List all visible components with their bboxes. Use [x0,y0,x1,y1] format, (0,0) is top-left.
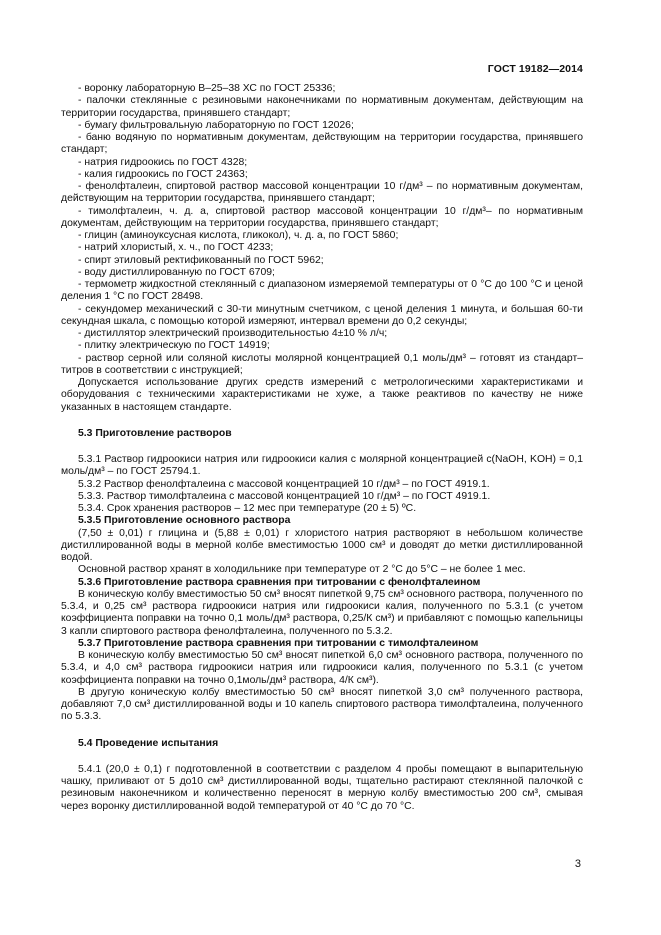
list-item: - раствор серной или соляной кислоты молярной концентрацией 0,1 моль/дм³ – готовят из стандарт–титров в соответствии с инструкцией; [61,352,583,376]
list-item: - калия гидроокись по ГОСТ 24363; [78,168,248,180]
document-header-id: ГОСТ 19182—2014 [487,63,583,75]
list-item: - баню водяную по нормативным документам, действующим на территории государства, принявшего стандарт; [61,132,583,156]
page-number: 3 [574,858,581,870]
list-item: - фенолфталеин, спиртовой раствор массовой концентрации 10 г/дм³ – по нормативным документам, действующим на территории государства, принявшего стандарт; [61,181,583,205]
list-item: - палочки стеклянные с резиновыми наконечниками по нормативным документам, действующим на территории государства, принявшего стандарт; [61,95,583,119]
subheading-5-3-7: 5.3.7 Приготовление раствора сравнения при титровании с тимолфталеином [78,637,479,649]
document-body [61,83,583,813]
list-item: Допускается использование других средств измерений с метрологическими характеристиками и оборудования с техническими характеристиками не хуже, а также реактивов по качеству не ниже указанных в настоящем стандарте. [61,377,583,413]
paragraph-5-4-1: 5.4.1 (20,0 ± 0,1) г подготовленной в соответствии с разделом 4 пробы помещают в выпарительную чашку, приливают от 5 до10 см³ дистиллированной воды, тщательно растирают стеклянной палочкой с резиновым наконечником и количественно переносят в мерную колбу вместимостью 200 см³, смывая через воронку дистиллированной водой температурой от 40 °С до 70 °С. [61,763,583,812]
list-item: - бумагу фильтровальную лабораторную по ГОСТ 12026; [78,119,354,131]
paragraph-5-3-2: 5.3.2 Раствор фенолфталеина с массовой концентрацией 10 г/дм³ – по ГОСТ 4919.1. [78,478,490,490]
subheading-5-3-6: 5.3.6 Приготовление раствора сравнения при титровании с фенолфталеином [78,576,481,588]
paragraph-5-3-1: 5.3.1 Раствор гидроокиси натрия или гидроокиси калия с молярной концентрацией с(NaOH, KOH) = 0,1 моль/дм³ – по ГОСТ 25794.1. [61,454,583,478]
list-item: - термометр жидкостной стеклянный с диапазоном измеряемой температуры от 0 °С до 100 °С и ценой деления 1 °С по ГОСТ 28498. [61,279,583,303]
list-item: - спирт этиловый ректификованный по ГОСТ 5962; [78,254,324,266]
paragraph-5-3-5a: (7,50 ± 0,01) г глицина и (5,88 ± 0,01) г хлористого натрия растворяют в небольшом количестве дистиллированной воды в мерной колбе вместимостью 1000 см³ и доводят до метки дистиллированной водой. [61,527,583,563]
list-item: - плитку электрическую по ГОСТ 14919; [78,340,270,352]
paragraph-5-3-4: 5.3.4. Срок хранения растворов – 12 мес при температуре (20 ± 5) ºС. [78,503,417,514]
subheading-5-3-5: 5.3.5 Приготовление основного раствора [78,515,291,527]
paragraph-5-3-7b: В другую коническую колбу вместимостью 50 см³ вносят пипеткой 3,0 см³ полученного раствора, добавляют 7,0 см³ дистиллированной воды и 10 капель спиртового раствора тимолфталеина, полученного по 5.3.3. [61,686,583,723]
list-item: - тимолфталеин, ч. д. а, спиртовой раствор массовой концентрации 10 г/дм³– по нормативным документам, действующим на территории государства, принявшего стандарт; [61,205,583,229]
paragraph-5-3-6: В коническую колбу вместимостью 50 см³ вносят пипеткой 9,75 см³ основного раствора, полученного по 5.3.4, и 0,25 см³ раствора гидроокиси натрия или гидроокиси калия, полученного по 5.3.1 (с учетом коэффициента поправки на точно 0,1 моль/дм³ раствора, 0,25/К см³) и прибавляют с помощью капельницы 3 капли спиртового раствора фенолфталеина, полученного по 5.3.2. [61,588,583,637]
list-item: - натрия гидроокись по ГОСТ 4328; [78,156,248,168]
list-item: - натрий хлористый, х. ч., по ГОСТ 4233; [78,242,274,254]
equipment-list [61,83,583,414]
section-heading-5-4: 5.4 Проведение испытания [78,737,219,749]
paragraph-5-3-3: 5.3.3. Раствор тимолфталеина с массовой концентрацией 10 г/дм³ – по ГОСТ 4919.1. [78,490,491,502]
list-item: - глицин (аминоуксусная кислота, гликокол), ч. д. а, по ГОСТ 5860; [78,230,399,241]
list-item: - воду дистиллированную по ГОСТ 6709; [78,266,275,278]
list-item: - секундомер механический с 30-ти минутным счетчиком, с ценой деления 1 минута, и большая 60-ти секундная шкала, с помощью которой измеряют, интервал времени до 0,2 секунды; [61,303,583,327]
list-item: - дистиллятор электрический производительностью 4±10 % л/ч; [78,328,388,339]
paragraph-5-3-7a: В коническую колбу вместимостью 50 см³ вносят пипеткой 6,0 см³ основного раствора, полученного по 5.3.4, и 4,0 см³ раствора гидроокиси натрия или гидроокиси калия, полученного по 5.3.1 (с учетом коэффициента поправки на точно 0,1моль/дм³ раствора, 4/К см³). [61,650,583,686]
list-item: - воронку лабораторную В–25–38 ХС по ГОСТ 25336; [78,83,336,94]
section-heading-5-3: 5.3 Приготовление растворов [78,427,232,439]
paragraph-5-3-5b: Основной раствор хранят в холодильнике при температуре от 2 °С до 5°С – не более 1 мес. [78,564,526,576]
